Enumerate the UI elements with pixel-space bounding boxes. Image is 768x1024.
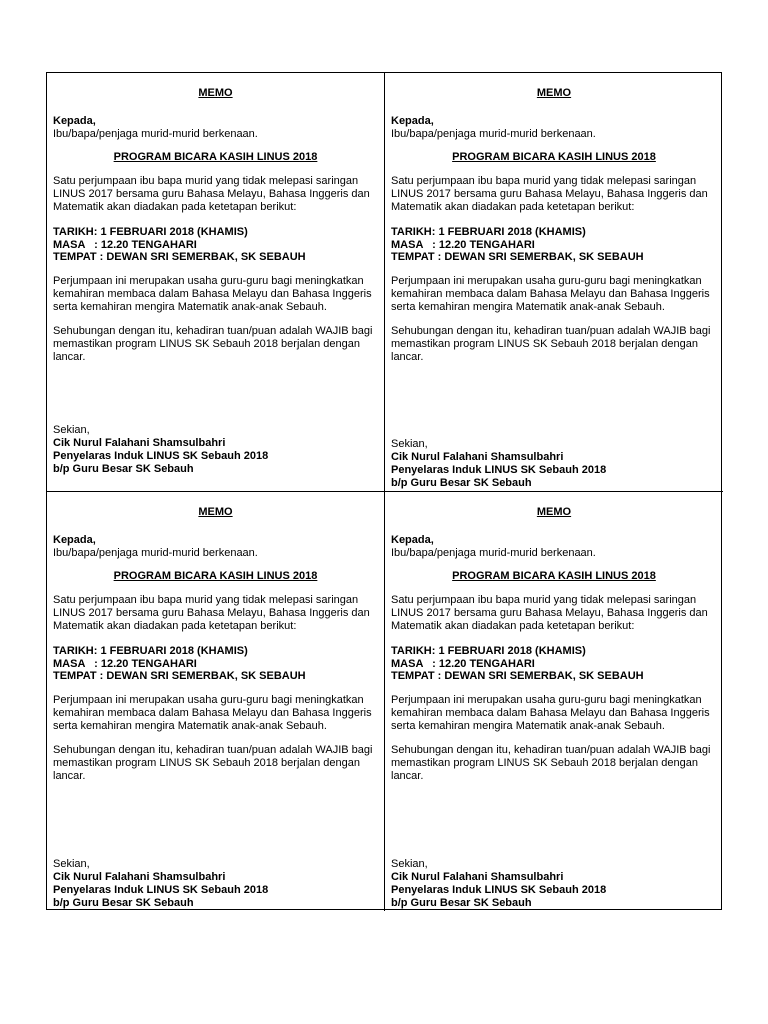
signer-behalf: b/p Guru Besar SK Sebauh <box>53 897 194 909</box>
program-title: PROGRAM BICARA KASIH LINUS 2018 <box>113 151 318 163</box>
signer-role: Penyelaras Induk LINUS SK Sebauh 2018 <box>53 884 269 896</box>
memo-heading: MEMO <box>198 506 233 518</box>
event-time: MASA : 12.20 TENGAHARI <box>53 238 197 251</box>
purpose-paragraph: Perjumpaan ini merupakan usaha guru-guru bagi meningkatkan kemahiran membaca dalam Bahasa Melayu dan Bahasa Inggeris serta kemahiran mengira Matematik anak-anak Sebauh. <box>53 274 372 313</box>
salutation: Kepada, <box>391 115 434 127</box>
salutation: Kepada, <box>391 534 434 546</box>
closing-paragraph: Sehubungan dengan itu, kehadiran tuan/puan adalah WAJIB bagi memastikan program LINUS SK Sebauh 2018 berjalan dengan lancar. <box>391 743 711 782</box>
intro-paragraph: Satu perjumpaan ibu bapa murid yang tidak melepasi saringan LINUS 2017 bersama guru Bahasa Melayu, Bahasa Inggeris dan Matematik akan diadakan pada ketetapan berikut: <box>53 594 370 632</box>
memo-heading: MEMO <box>198 87 233 99</box>
closing-paragraph: Sehubungan dengan itu, kehadiran tuan/puan adalah WAJIB bagi memastikan program LINUS SK Sebauh 2018 berjalan dengan lancar. <box>391 324 711 363</box>
event-time: MASA : 12.20 TENGAHARI <box>53 657 197 670</box>
signer-role: Penyelaras Induk LINUS SK Sebauh 2018 <box>53 450 269 462</box>
event-venue: TEMPAT : DEWAN SRI SEMERBAK, SK SEBAUH <box>53 670 306 682</box>
memo-heading: MEMO <box>536 506 572 518</box>
program-title: PROGRAM BICARA KASIH LINUS 2018 <box>452 151 656 163</box>
event-time: MASA : 12.20 TENGAHARI <box>391 657 535 670</box>
memo-card <box>385 73 723 492</box>
sign-off: Sekian, <box>53 424 90 436</box>
intro-paragraph: Satu perjumpaan ibu bapa murid yang tidak melepasi saringan LINUS 2017 bersama guru Bahasa Melayu, Bahasa Inggeris dan Matematik akan diadakan pada ketetapan berikut: <box>53 175 370 213</box>
signer-name: Cik Nurul Falahani Shamsulbahri <box>53 871 226 883</box>
intro-paragraph: Satu perjumpaan ibu bapa murid yang tidak melepasi saringan LINUS 2017 bersama guru Bahasa Melayu, Bahasa Inggeris dan Matematik akan diadakan pada ketetapan berikut: <box>391 594 708 632</box>
intro-paragraph: Satu perjumpaan ibu bapa murid yang tidak melepasi saringan LINUS 2017 bersama guru Bahasa Melayu, Bahasa Inggeris dan Matematik akan diadakan pada ketetapan berikut: <box>391 175 708 213</box>
sign-off: Sekian, <box>391 858 428 870</box>
recipient: Ibu/bapa/penjaga murid-murid berkenaan. <box>53 128 258 140</box>
signature-block <box>53 424 378 476</box>
memo-body <box>391 115 717 364</box>
recipient: Ibu/bapa/penjaga murid-murid berkenaan. <box>53 547 258 559</box>
event-details <box>391 226 717 264</box>
closing-paragraph: Sehubungan dengan itu, kehadiran tuan/puan adalah WAJIB bagi memastikan program LINUS SK Sebauh 2018 berjalan dengan lancar. <box>53 324 373 363</box>
salutation: Kepada, <box>53 534 96 546</box>
signer-role: Penyelaras Induk LINUS SK Sebauh 2018 <box>391 464 607 476</box>
signer-name: Cik Nurul Falahani Shamsulbahri <box>391 871 564 883</box>
purpose-paragraph: Perjumpaan ini merupakan usaha guru-guru bagi meningkatkan kemahiran membaca dalam Bahasa Melayu dan Bahasa Inggeris serta kemahiran mengira Matematik anak-anak Sebauh. <box>53 693 372 732</box>
signature-block <box>53 858 378 910</box>
event-date: TARIKH: 1 FEBRUARI 2018 (KHAMIS) <box>391 226 586 238</box>
signer-role: Penyelaras Induk LINUS SK Sebauh 2018 <box>391 884 607 896</box>
program-title: PROGRAM BICARA KASIH LINUS 2018 <box>113 570 318 582</box>
signer-behalf: b/p Guru Besar SK Sebauh <box>53 463 194 475</box>
event-venue: TEMPAT : DEWAN SRI SEMERBAK, SK SEBAUH <box>53 251 306 263</box>
program-title: PROGRAM BICARA KASIH LINUS 2018 <box>452 570 656 582</box>
memo-card <box>385 492 723 911</box>
closing-paragraph: Sehubungan dengan itu, kehadiran tuan/puan adalah WAJIB bagi memastikan program LINUS SK Sebauh 2018 berjalan dengan lancar. <box>53 743 373 782</box>
salutation: Kepada, <box>53 115 96 127</box>
sign-off: Sekian, <box>391 438 428 450</box>
event-venue: TEMPAT : DEWAN SRI SEMERBAK, SK SEBAUH <box>391 251 644 263</box>
recipient: Ibu/bapa/penjaga murid-murid berkenaan. <box>391 128 596 140</box>
event-venue: TEMPAT : DEWAN SRI SEMERBAK, SK SEBAUH <box>391 670 644 682</box>
signer-name: Cik Nurul Falahani Shamsulbahri <box>391 451 564 463</box>
signature-block <box>391 858 717 910</box>
event-date: TARIKH: 1 FEBRUARI 2018 (KHAMIS) <box>53 645 248 657</box>
memo-body <box>53 534 378 783</box>
event-details <box>391 645 717 683</box>
event-details <box>53 226 378 264</box>
memo-card <box>47 73 385 492</box>
purpose-paragraph: Perjumpaan ini merupakan usaha guru-guru bagi meningkatkan kemahiran membaca dalam Bahasa Melayu dan Bahasa Inggeris serta kemahiran mengira Matematik anak-anak Sebauh. <box>391 274 710 313</box>
memo-body <box>391 534 717 783</box>
memo-body <box>53 115 378 364</box>
event-time: MASA : 12.20 TENGAHARI <box>391 238 535 251</box>
memo-card <box>47 492 385 911</box>
event-details <box>53 645 378 683</box>
signer-behalf: b/p Guru Besar SK Sebauh <box>391 477 532 489</box>
signer-behalf: b/p Guru Besar SK Sebauh <box>391 897 532 909</box>
event-date: TARIKH: 1 FEBRUARI 2018 (KHAMIS) <box>53 226 248 238</box>
event-date: TARIKH: 1 FEBRUARI 2018 (KHAMIS) <box>391 645 586 657</box>
recipient: Ibu/bapa/penjaga murid-murid berkenaan. <box>391 547 596 559</box>
memo-grid <box>46 72 722 910</box>
purpose-paragraph: Perjumpaan ini merupakan usaha guru-guru bagi meningkatkan kemahiran membaca dalam Bahasa Melayu dan Bahasa Inggeris serta kemahiran mengira Matematik anak-anak Sebauh. <box>391 693 710 732</box>
sign-off: Sekian, <box>53 858 90 870</box>
signer-name: Cik Nurul Falahani Shamsulbahri <box>53 437 226 449</box>
signature-block <box>391 438 717 490</box>
memo-heading: MEMO <box>536 87 572 99</box>
